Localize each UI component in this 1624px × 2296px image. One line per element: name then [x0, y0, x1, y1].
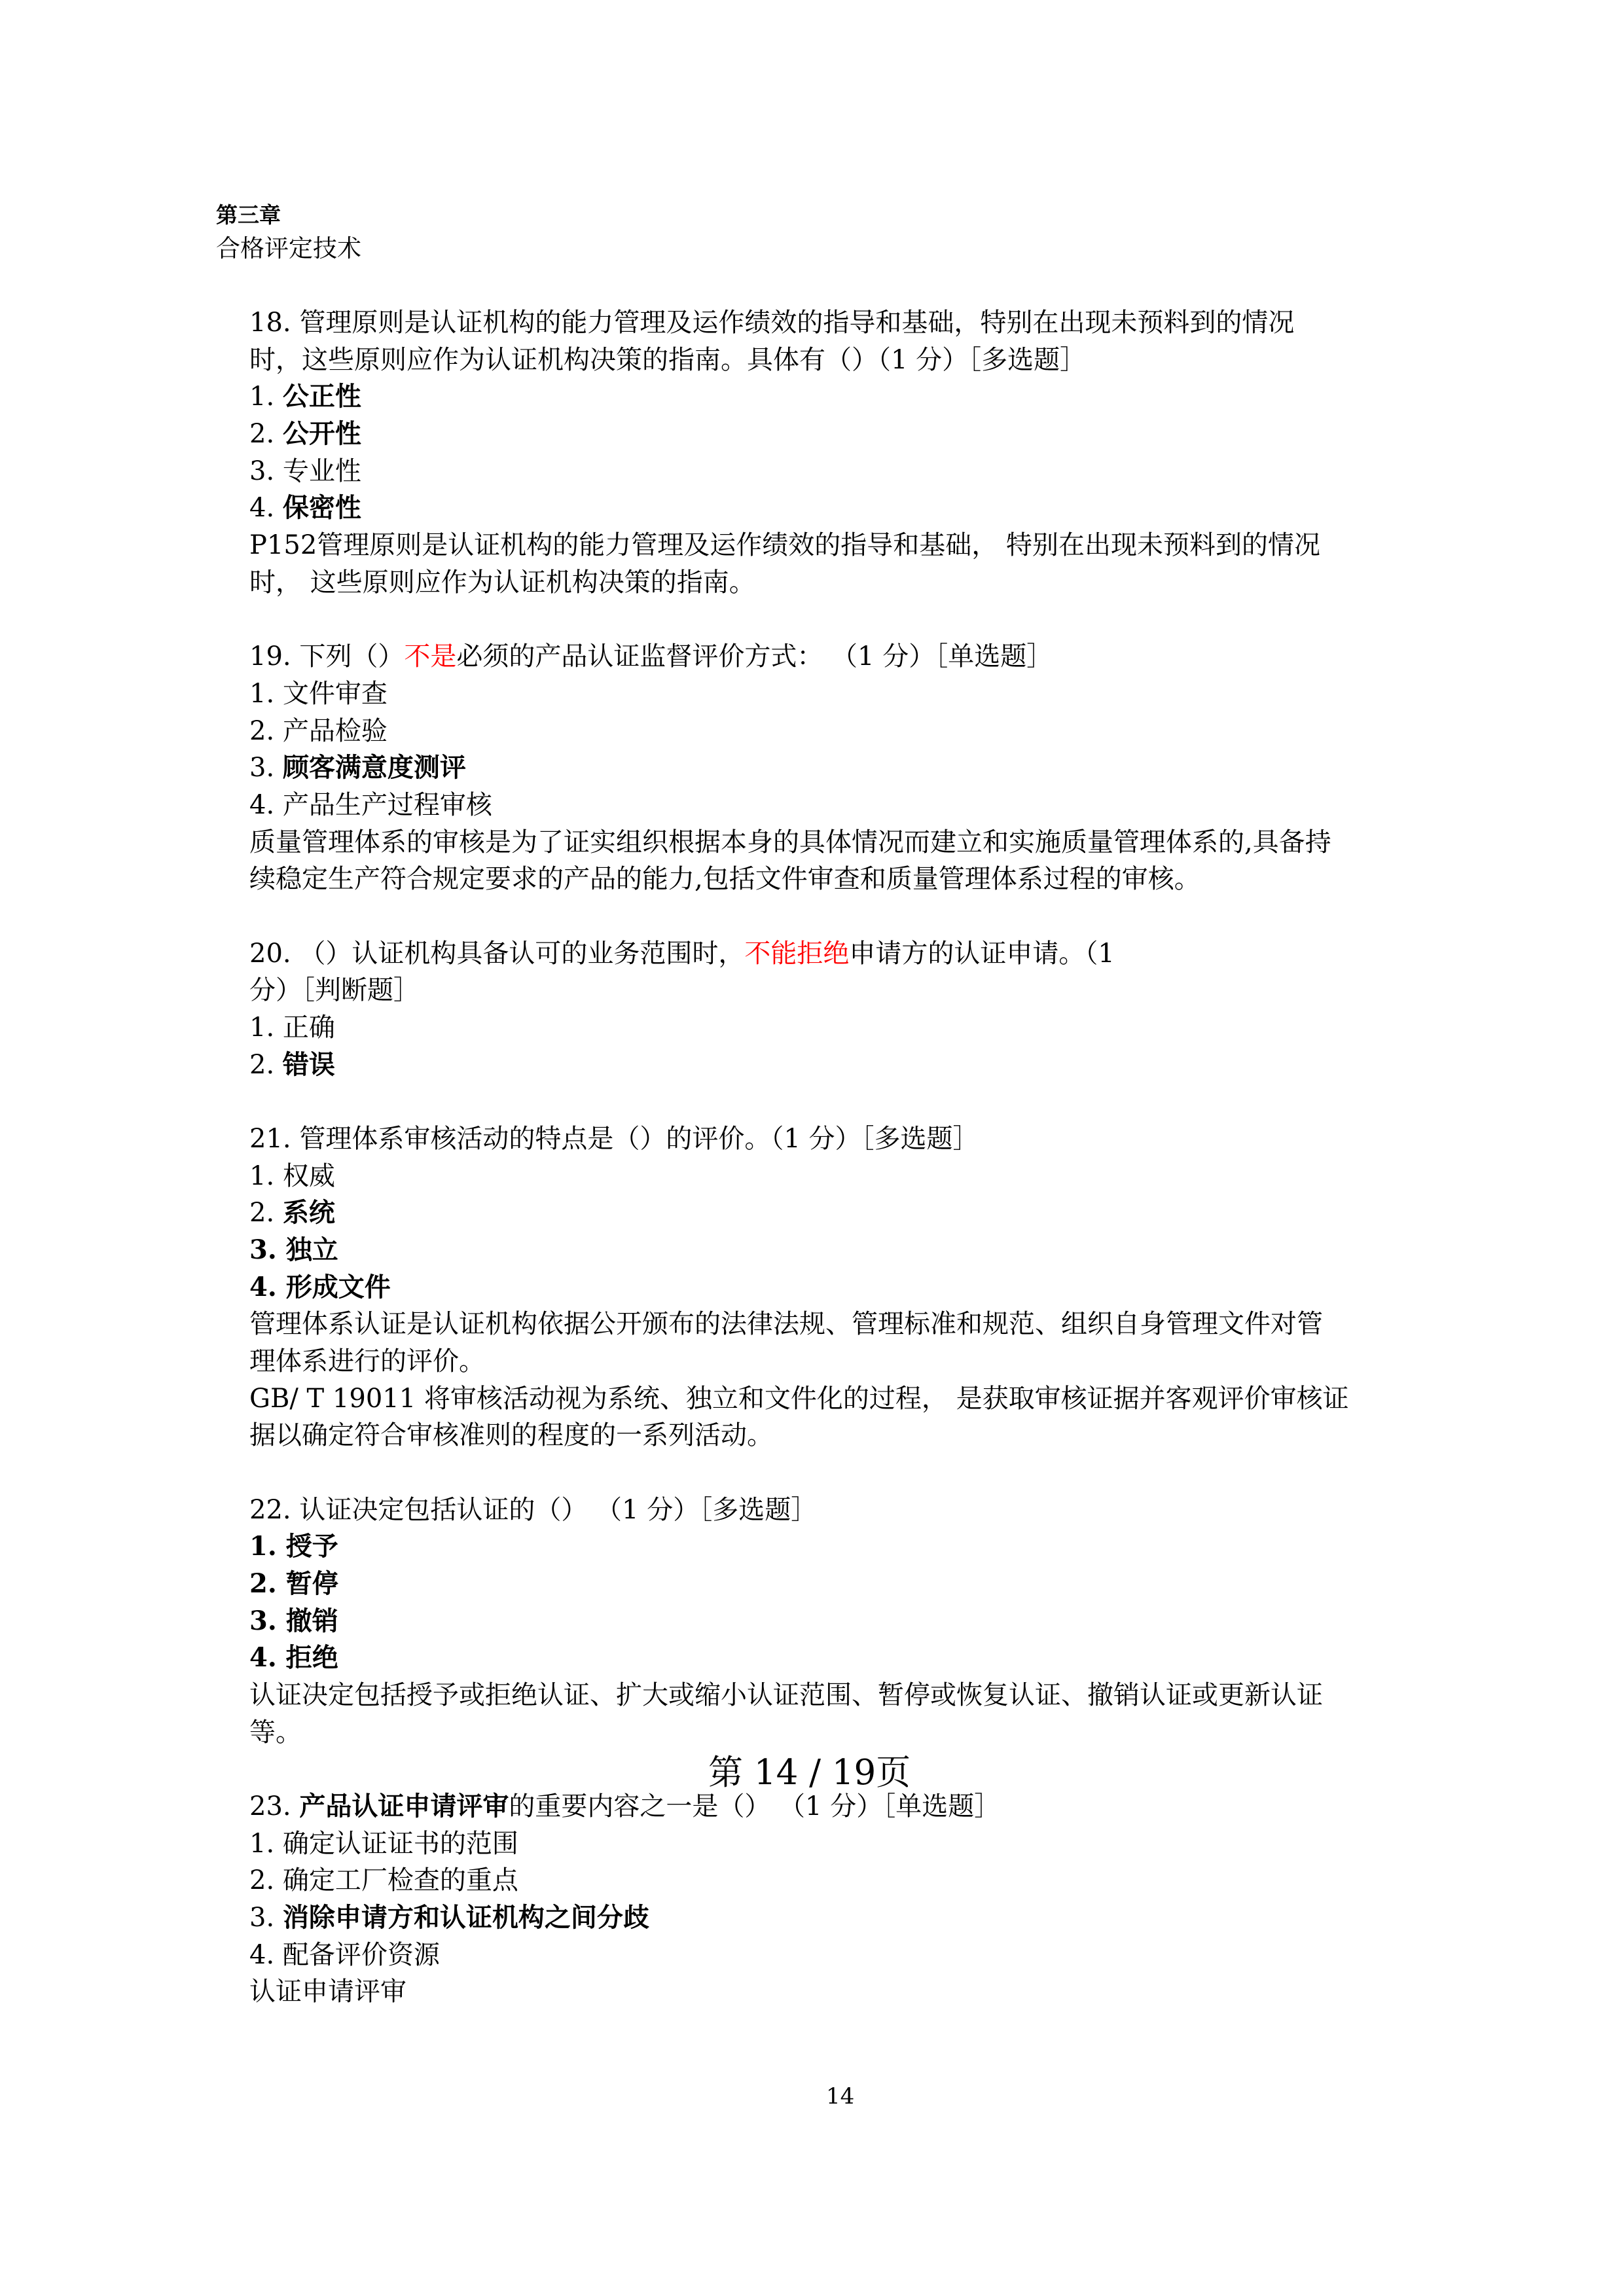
q22-option-1	[249, 1528, 338, 1565]
stem-text: 的重要内容之一是（） （1 分）［单选题］	[509, 1791, 1001, 1821]
q18-stem-line2: 时，这些原则应作为认证机构决策的指南。具体有（）（1 分）［多选题］	[249, 345, 1087, 375]
option-text: 授予	[285, 1531, 338, 1562]
option-text: 正确	[282, 1013, 335, 1043]
q19-stem	[249, 638, 1053, 675]
q22-stem: 22. 认证决定包括认证的（） （1 分）［多选题］	[249, 1495, 818, 1525]
q21-stem: 21. 管理体系审核活动的特点是（）的评价。（1 分）［多选题］	[249, 1124, 979, 1154]
option-text: 形成文件	[285, 1272, 391, 1302]
option-number: 1.	[249, 1829, 275, 1859]
q19-option-3	[249, 749, 466, 786]
option-text: 公正性	[282, 381, 361, 412]
q21-option-1	[249, 1158, 335, 1194]
option-text: 专业性	[282, 456, 361, 486]
option-number: 4.	[249, 1272, 277, 1302]
option-number: 4.	[249, 1642, 277, 1673]
q20-stem-line1	[249, 935, 1115, 972]
q20-option-1	[249, 1009, 335, 1046]
option-text: 产品生产过程审核	[282, 790, 492, 820]
chapter-heading: 第三章	[216, 202, 281, 228]
q23-option-2	[249, 1862, 518, 1899]
option-text: 配备评价资源	[282, 1940, 440, 1970]
q22-explanation-line1: 认证决定包括授予或拒绝认证、扩大或缩小认证范围、暂停或恢复认证、撤销认证或更新认证	[249, 1680, 1323, 1710]
q23-option-1	[249, 1825, 518, 1862]
q19-explanation-line1: 质量管理体系的审核是为了证实组织根据本身的具体情况而建立和实施质量管理体系的,具备持	[249, 827, 1331, 857]
emphasis-red: 不是	[404, 641, 457, 672]
option-text: 拒绝	[285, 1642, 338, 1673]
stem-text: 20. （）认证机构具备认可的业务范围时，	[249, 939, 745, 969]
q21-option-4	[249, 1269, 391, 1306]
q22-option-3	[249, 1603, 338, 1640]
stem-number: 23.	[249, 1791, 291, 1821]
q21-option-3	[249, 1232, 338, 1268]
q23-option-4	[249, 1937, 440, 1973]
option-number: 2.	[249, 1568, 277, 1599]
option-number: 1.	[249, 1531, 277, 1562]
option-number: 4.	[249, 790, 275, 820]
option-number: 1.	[249, 1013, 275, 1043]
option-text: 文件审查	[282, 679, 388, 709]
option-text: 确定工厂检查的重点	[282, 1865, 518, 1895]
q21-option-2	[249, 1194, 335, 1231]
option-number: 3.	[249, 1234, 277, 1265]
option-text: 暂停	[285, 1568, 338, 1599]
option-number: 2.	[249, 1050, 275, 1080]
stem-text: 必须的产品认证监督评价方式： （1 分）［单选题］	[456, 641, 1053, 672]
option-number: 4.	[249, 1940, 275, 1970]
q20-option-2	[249, 1047, 335, 1083]
option-text: 撤销	[285, 1605, 338, 1636]
option-number: 3.	[249, 1903, 275, 1933]
option-number: 3.	[249, 1605, 277, 1636]
q22-explanation-line2: 等。	[249, 1717, 302, 1748]
option-number: 2.	[249, 419, 275, 449]
page-number: 14	[826, 2083, 855, 2109]
option-text: 产品检验	[282, 716, 388, 746]
option-number: 4.	[249, 493, 275, 523]
q18-explanation-line1: P152管理原则是认证机构的能力管理及运作绩效的指导和基础， 特别在出现未预料到的情况	[249, 530, 1320, 560]
option-number: 3.	[249, 753, 275, 783]
option-text: 公开性	[282, 418, 361, 449]
option-text: 确定认证证书的范围	[282, 1829, 518, 1859]
q19-explanation-line2: 续稳定生产符合规定要求的产品的能力,包括文件审查和质量管理体系过程的审核。	[249, 864, 1200, 894]
option-text: 权威	[282, 1161, 335, 1191]
q19-option-1	[249, 675, 388, 712]
option-number: 2.	[249, 1198, 275, 1228]
option-text: 独立	[285, 1234, 338, 1265]
chapter-subtitle: 合格评定技术	[216, 234, 361, 262]
option-number: 2.	[249, 716, 275, 746]
q21-explanation-line4: 据以确定符合审核准则的程度的一系列活动。	[249, 1420, 773, 1450]
q18-stem-line1: 18. 管理原则是认证机构的能力管理及运作绩效的指导和基础，特别在出现未预料到的情况	[249, 308, 1295, 338]
q21-explanation-line1: 管理体系认证是认证机构依据公开颁布的法律法规、管理标准和规范、组织自身管理文件对管	[249, 1309, 1323, 1339]
option-text: 系统	[282, 1197, 335, 1228]
q18-option-3	[249, 453, 361, 490]
q18-option-1	[249, 378, 361, 415]
page-counter-overlay: 第 14 / 19页	[708, 1753, 911, 1793]
q23-option-3	[249, 1899, 649, 1936]
option-text: 错误	[282, 1049, 335, 1080]
q19-option-4	[249, 787, 492, 823]
option-number: 1.	[249, 1161, 275, 1191]
q18-option-4	[249, 490, 361, 526]
option-text: 保密性	[282, 492, 361, 523]
q20-stem-line2: 分）［判断题］	[249, 975, 420, 1005]
q21-explanation-line2: 理体系进行的评价。	[249, 1346, 485, 1376]
q18-explanation-line2: 时， 这些原则应作为认证机构决策的指南。	[249, 567, 755, 598]
option-text: 消除申请方和认证机构之间分歧	[282, 1902, 649, 1933]
q19-option-2	[249, 713, 388, 749]
stem-text: 19. 下列（）	[249, 641, 405, 672]
q22-option-4	[249, 1640, 338, 1676]
option-number: 3.	[249, 456, 275, 486]
option-text: 顾客满意度测评	[282, 752, 466, 783]
option-number: 1.	[249, 382, 275, 412]
q21-explanation-line3: GB/ T 19011 将审核活动视为系统、独立和文件化的过程， 是获取审核证据并客观评价审核证	[249, 1384, 1349, 1414]
q18-option-2	[249, 416, 361, 452]
q23-explanation-line1: 认证申请评审	[249, 1977, 406, 2007]
q22-option-2	[249, 1566, 338, 1602]
option-number: 1.	[249, 679, 275, 709]
emphasis-red: 不能拒绝	[744, 939, 850, 969]
stem-text: 申请方的认证申请。（1	[849, 939, 1115, 969]
option-number: 2.	[249, 1865, 275, 1895]
stem-emphasis: 产品认证申请评审	[299, 1791, 509, 1821]
